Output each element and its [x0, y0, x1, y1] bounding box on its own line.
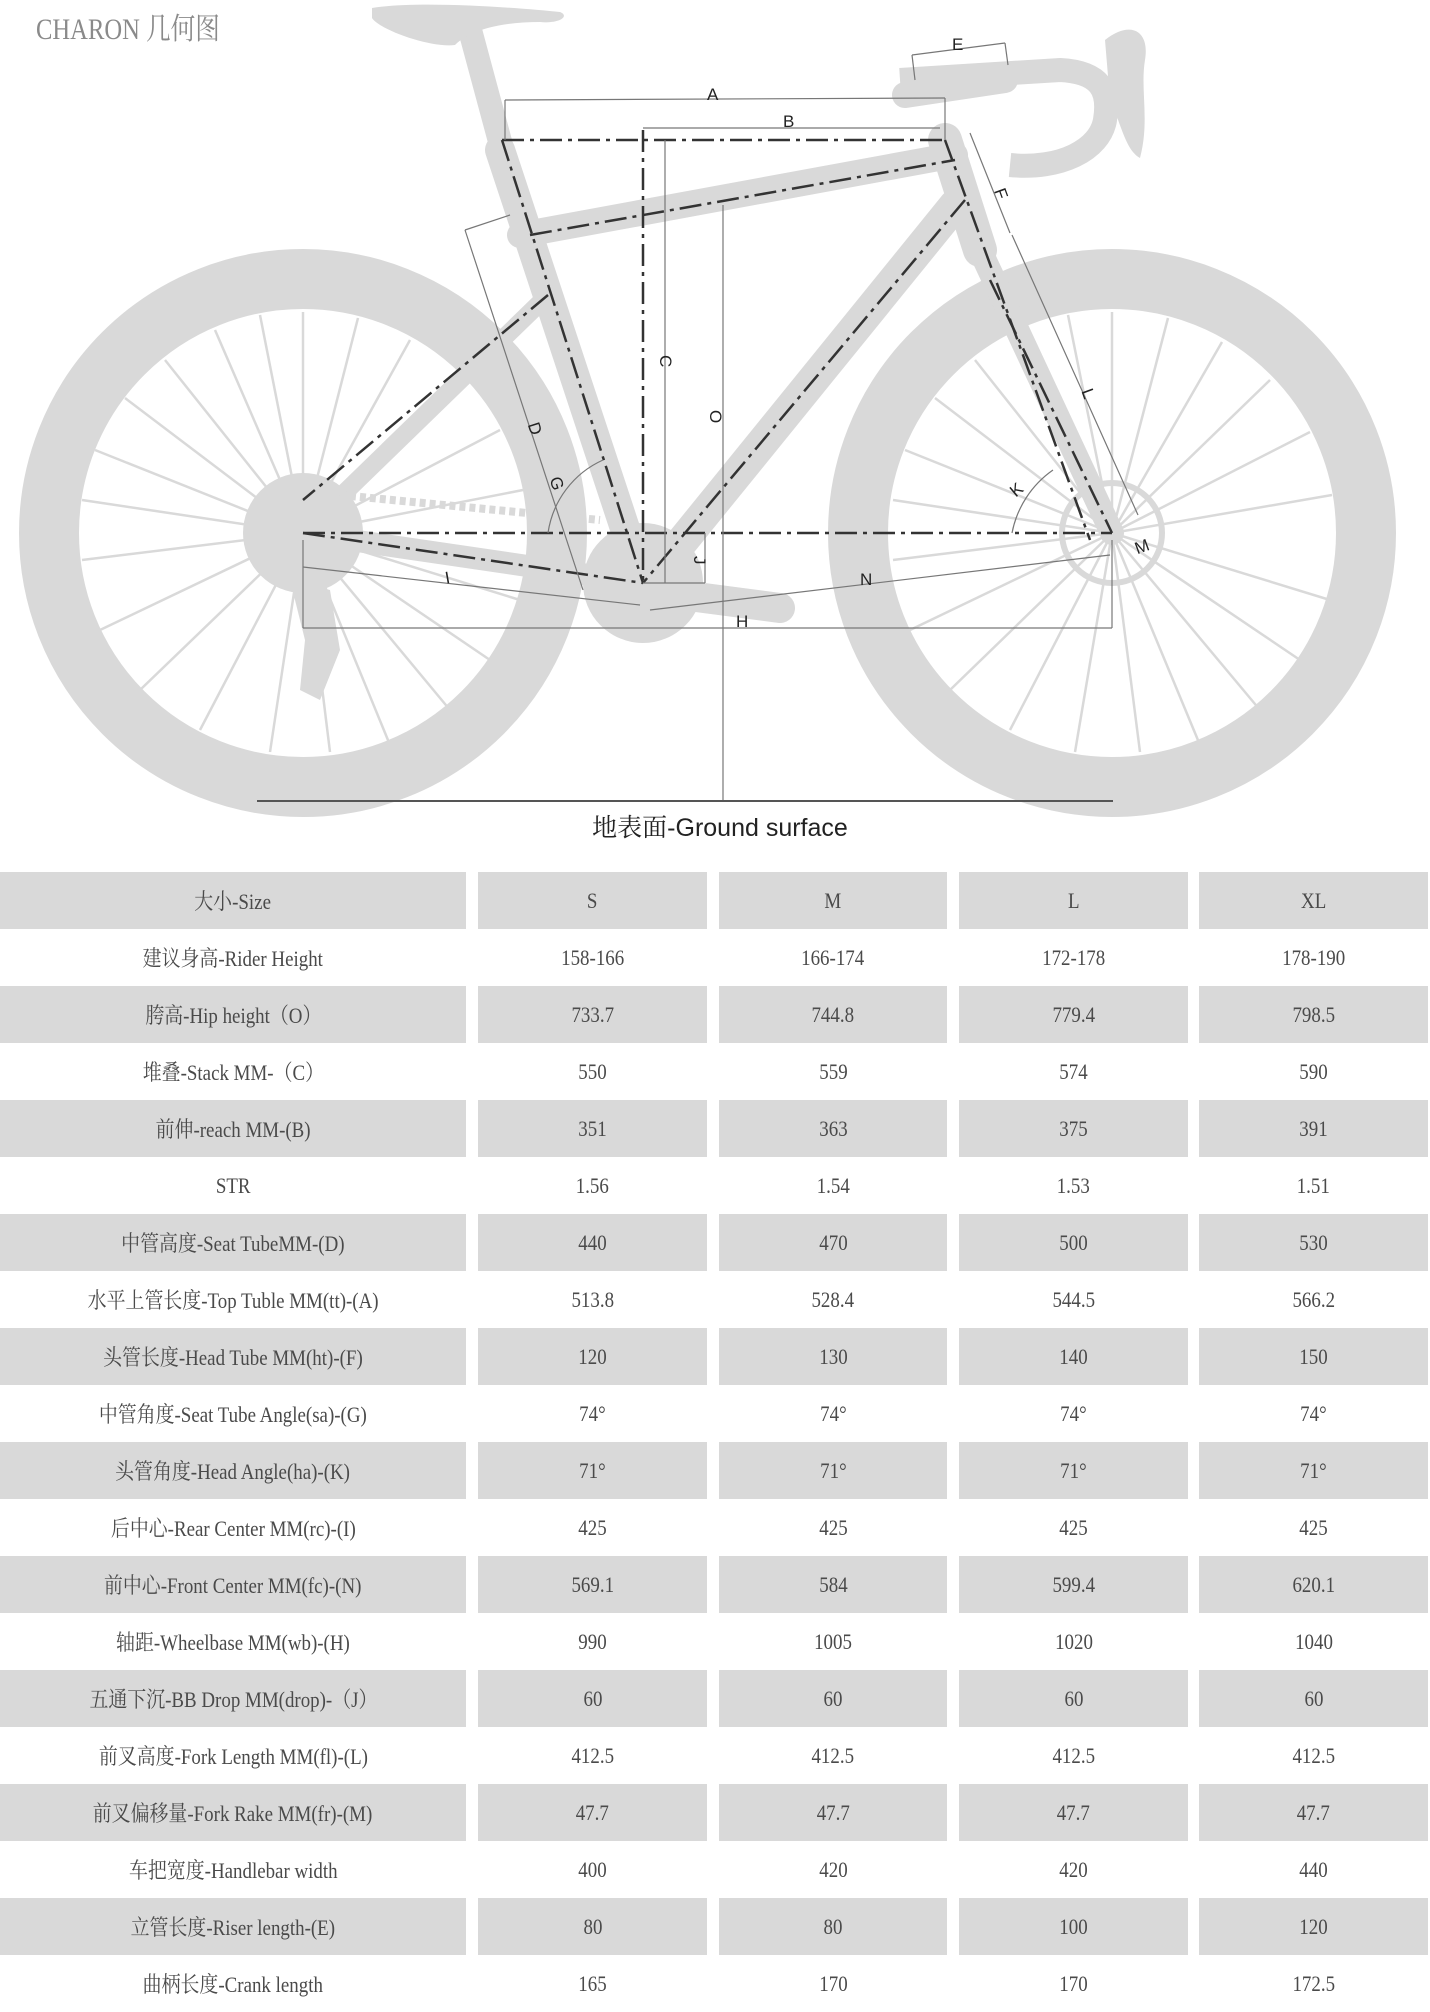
- label-j: J: [690, 556, 709, 565]
- value-cell: [959, 929, 1188, 986]
- table-row: [0, 1271, 1430, 1328]
- cell-value: 500: [1059, 1229, 1088, 1255]
- row-label: 后中心-Rear Center MM(rc)-(I): [110, 1516, 356, 1541]
- cell-value: 1.56: [575, 1172, 610, 1198]
- cell-value: 744.8: [811, 1001, 855, 1027]
- value-cell: [478, 1841, 707, 1898]
- cell-value: 47.7: [1056, 1799, 1091, 1825]
- value-cell: [1199, 929, 1428, 986]
- table-row: [0, 1214, 1430, 1271]
- table-row: [0, 1670, 1430, 1727]
- cell-value: 420: [818, 1856, 848, 1882]
- cell-value: 412.5: [571, 1742, 614, 1768]
- value-cell: [1199, 1328, 1428, 1385]
- value-cell: [719, 1556, 947, 1613]
- geometry-lines: [257, 43, 1138, 801]
- value-cell: [1199, 1499, 1428, 1556]
- dim-d: [465, 230, 583, 590]
- value-cell: [719, 1841, 947, 1898]
- row-label-cell: [0, 1271, 466, 1328]
- value-cell: [1199, 1043, 1428, 1100]
- cell-value: 100: [1059, 1913, 1088, 1939]
- row-label: 胯高-Hip height（O）: [144, 1003, 322, 1028]
- value-cell: [1199, 1100, 1428, 1157]
- cell-value: 528.4: [811, 1286, 855, 1312]
- rear-derailleur: [290, 580, 340, 700]
- row-label-cell: [0, 1898, 466, 1955]
- cell-value: 574: [1059, 1058, 1088, 1084]
- value-cell: [719, 1328, 947, 1385]
- cell-value: 420: [1059, 1856, 1088, 1882]
- cell-value: 166-174: [801, 944, 865, 970]
- value-cell: [959, 986, 1188, 1043]
- row-label: 中管高度-Seat TubeMM-(D): [121, 1231, 345, 1256]
- value-cell: [1199, 1442, 1428, 1499]
- row-label-cell: [0, 1556, 466, 1613]
- row-label-cell: [0, 1955, 466, 2012]
- value-cell: [478, 1328, 707, 1385]
- label-o: O: [706, 410, 725, 424]
- cell-value: 590: [1299, 1058, 1328, 1084]
- table-row: [0, 1328, 1430, 1385]
- table-row: [0, 1043, 1430, 1100]
- size-label: M: [824, 887, 842, 913]
- value-cell: [959, 1499, 1188, 1556]
- value-cell: [1199, 1157, 1428, 1214]
- table-row: [0, 1613, 1430, 1670]
- row-label: 头管角度-Head Angle(ha)-(K): [115, 1459, 351, 1484]
- value-cell: [719, 1784, 947, 1841]
- cell-value: 170: [818, 1970, 848, 1996]
- row-label-cell: [0, 1328, 466, 1385]
- cell-value: 566.2: [1292, 1286, 1335, 1312]
- size-label: L: [1067, 887, 1080, 913]
- value-cell: [1199, 1898, 1428, 1955]
- value-cell: [959, 1784, 1188, 1841]
- cell-value: 440: [578, 1229, 607, 1255]
- cell-value: 172-178: [1041, 944, 1106, 970]
- cell-value: 375: [1059, 1115, 1088, 1141]
- row-label-cell: [0, 1499, 466, 1556]
- value-cell: [1199, 1613, 1428, 1670]
- table-row: [0, 1100, 1430, 1157]
- label-g: G: [545, 474, 568, 493]
- value-cell: [478, 1955, 707, 2012]
- cell-value: 80: [583, 1913, 602, 1939]
- cell-value: 60: [1304, 1685, 1323, 1711]
- table-row: [0, 1499, 1430, 1556]
- cell-value: 71°: [819, 1457, 847, 1483]
- header-label: 大小-Size: [194, 889, 272, 914]
- label-k: K: [1006, 478, 1027, 501]
- row-label: 头管长度-Head Tube MM(ht)-(F): [103, 1345, 363, 1370]
- value-cell: [478, 1898, 707, 1955]
- row-label: 立管长度-Riser length-(E): [130, 1915, 336, 1940]
- header-size-m: [719, 872, 947, 929]
- cell-value: 120: [1299, 1913, 1328, 1939]
- cell-value: 425: [818, 1514, 848, 1540]
- cell-value: 60: [1064, 1685, 1083, 1711]
- cell-value: 1020: [1054, 1628, 1093, 1654]
- row-label-cell: [0, 1043, 466, 1100]
- cell-value: 599.4: [1052, 1571, 1095, 1597]
- row-label: 前叉偏移量-Fork Rake MM(fr)-(M): [93, 1801, 373, 1826]
- value-cell: [478, 1214, 707, 1271]
- row-label-cell: [0, 929, 466, 986]
- value-cell: [959, 1214, 1188, 1271]
- value-cell: [478, 1100, 707, 1157]
- value-cell: [959, 1442, 1188, 1499]
- cell-value: 140: [1059, 1343, 1088, 1369]
- value-cell: [959, 1727, 1188, 1784]
- label-h: H: [736, 612, 749, 631]
- row-label: 前叉高度-Fork Length MM(fl)-(L): [98, 1744, 368, 1769]
- value-cell: [719, 1613, 947, 1670]
- cell-value: 400: [578, 1856, 607, 1882]
- row-label-cell: [0, 1784, 466, 1841]
- value-cell: [1199, 1271, 1428, 1328]
- value-cell: [478, 986, 707, 1043]
- value-cell: [719, 1043, 947, 1100]
- dim-a: [505, 98, 945, 100]
- value-cell: [719, 1898, 947, 1955]
- cell-value: 74°: [579, 1400, 606, 1426]
- seat-post: [470, 30, 505, 160]
- header-size-s: [478, 872, 707, 929]
- value-cell: [959, 1328, 1188, 1385]
- value-cell: [478, 1385, 707, 1442]
- cell-value: 440: [1299, 1856, 1328, 1882]
- size-label: S: [587, 887, 598, 913]
- value-cell: [959, 1385, 1188, 1442]
- row-label: 中管角度-Seat Tube Angle(sa)-(G): [98, 1402, 367, 1427]
- value-cell: [719, 1499, 947, 1556]
- bike-silhouette: [49, 5, 1366, 787]
- row-label-cell: [0, 1841, 466, 1898]
- cell-value: 733.7: [571, 1001, 614, 1027]
- cell-value: 165: [578, 1970, 607, 1996]
- table-row: [0, 1955, 1430, 2012]
- row-label: 轴距-Wheelbase MM(wb)-(H): [116, 1630, 350, 1655]
- row-label: 前中心-Front Center MM(fc)-(N): [104, 1573, 362, 1598]
- cell-value: 130: [818, 1343, 848, 1369]
- cell-value: 1.54: [816, 1172, 850, 1198]
- row-label: 堆叠-Stack MM-（C）: [142, 1060, 324, 1085]
- row-label-cell: [0, 1157, 466, 1214]
- bike-geometry-diagram: [0, 0, 1430, 860]
- row-label-cell: [0, 1670, 466, 1727]
- cell-value: 544.5: [1052, 1286, 1095, 1312]
- value-cell: [478, 929, 707, 986]
- label-a: A: [707, 85, 719, 104]
- table-row: [0, 1556, 1430, 1613]
- cell-value: 74°: [1060, 1400, 1087, 1426]
- table-row: [0, 1727, 1430, 1784]
- cell-value: 170: [1059, 1970, 1088, 1996]
- brake-hood: [1105, 30, 1146, 158]
- table-row: [0, 1442, 1430, 1499]
- value-cell: [478, 1670, 707, 1727]
- value-cell: [719, 1100, 947, 1157]
- table-row: [0, 1841, 1430, 1898]
- value-cell: [478, 1556, 707, 1613]
- cell-value: 620.1: [1292, 1571, 1335, 1597]
- cell-value: 71°: [1060, 1457, 1087, 1483]
- cell-value: 47.7: [575, 1799, 610, 1825]
- cell-value: 47.7: [1296, 1799, 1331, 1825]
- label-i: I: [443, 568, 452, 588]
- row-label: STR: [215, 1172, 251, 1198]
- cell-value: 530: [1299, 1229, 1328, 1255]
- cell-value: 1.53: [1056, 1172, 1091, 1198]
- value-cell: [1199, 1784, 1428, 1841]
- cell-value: 158-166: [560, 944, 625, 970]
- size-label: XL: [1300, 887, 1327, 913]
- value-cell: [719, 1157, 947, 1214]
- value-cell: [959, 1556, 1188, 1613]
- value-cell: [478, 1442, 707, 1499]
- value-cell: [1199, 1727, 1428, 1784]
- value-cell: [478, 1499, 707, 1556]
- value-cell: [1199, 1214, 1428, 1271]
- cell-value: 391: [1299, 1115, 1328, 1141]
- label-c: C: [656, 355, 675, 368]
- row-label: 五通下沉-BB Drop MM(drop)-（J）: [88, 1687, 377, 1712]
- value-cell: [959, 1670, 1188, 1727]
- label-d: D: [523, 419, 546, 438]
- cell-value: 584: [818, 1571, 848, 1597]
- value-cell: [719, 1955, 947, 2012]
- value-cell: [959, 1898, 1188, 1955]
- row-label: 水平上管长度-Top Tuble MM(tt)-(A): [87, 1288, 379, 1313]
- cell-value: 779.4: [1052, 1001, 1095, 1027]
- header-label-cell: [0, 872, 466, 929]
- value-cell: [719, 1385, 947, 1442]
- cell-value: 150: [1299, 1343, 1328, 1369]
- value-cell: [1199, 1670, 1428, 1727]
- cell-value: 1040: [1294, 1628, 1333, 1654]
- row-label: 曲柄长度-Crank length: [142, 1972, 324, 1997]
- value-cell: [959, 1100, 1188, 1157]
- table-row: [0, 1157, 1430, 1214]
- value-cell: [959, 1271, 1188, 1328]
- cell-value: 798.5: [1292, 1001, 1335, 1027]
- value-cell: [719, 1271, 947, 1328]
- row-label-cell: [0, 1100, 466, 1157]
- cell-value: 425: [578, 1514, 607, 1540]
- label-f: F: [990, 185, 1012, 202]
- cell-value: 74°: [819, 1400, 847, 1426]
- value-cell: [959, 1613, 1188, 1670]
- value-cell: [478, 1727, 707, 1784]
- table-row: [0, 986, 1430, 1043]
- value-cell: [719, 1214, 947, 1271]
- value-cell: [1199, 1556, 1428, 1613]
- value-cell: [1199, 1841, 1428, 1898]
- label-m: M: [1132, 535, 1152, 559]
- cell-value: 550: [578, 1058, 607, 1084]
- cell-value: 71°: [1300, 1457, 1327, 1483]
- value-cell: [1199, 1385, 1428, 1442]
- table-row: [0, 1898, 1430, 1955]
- value-cell: [959, 1955, 1188, 2012]
- header-size-xl: [1199, 872, 1428, 929]
- cell-value: 172.5: [1292, 1970, 1335, 1996]
- cell-value: 60: [583, 1685, 602, 1711]
- table-row: [0, 1784, 1430, 1841]
- value-cell: [1199, 986, 1428, 1043]
- cell-value: 513.8: [571, 1286, 614, 1312]
- cell-value: 425: [1059, 1514, 1088, 1540]
- value-cell: [719, 1727, 947, 1784]
- row-label-cell: [0, 1214, 466, 1271]
- value-cell: [478, 1784, 707, 1841]
- cell-value: 71°: [579, 1457, 606, 1483]
- cell-value: 351: [578, 1115, 607, 1141]
- cell-value: 412.5: [811, 1742, 855, 1768]
- table-row: [0, 1385, 1430, 1442]
- value-cell: [478, 1043, 707, 1100]
- row-label-cell: [0, 1385, 466, 1442]
- value-cell: [1199, 1955, 1428, 2012]
- row-label: 车把宽度-Handlebar width: [128, 1858, 338, 1883]
- table-row: [0, 929, 1430, 986]
- table-header-row: [0, 872, 1430, 929]
- page-title: CHARON 几何图: [36, 13, 220, 46]
- cell-value: 559: [818, 1058, 848, 1084]
- cell-value: 80: [823, 1913, 843, 1939]
- value-cell: [478, 1157, 707, 1214]
- header-size-l: [959, 872, 1188, 929]
- cell-value: 74°: [1300, 1400, 1327, 1426]
- value-cell: [719, 1670, 947, 1727]
- cell-value: 569.1: [571, 1571, 614, 1597]
- row-label-cell: [0, 1442, 466, 1499]
- value-cell: [959, 1157, 1188, 1214]
- cell-value: 1.51: [1296, 1172, 1331, 1198]
- row-label: 建议身高-Rider Height: [142, 946, 324, 971]
- row-label-cell: [0, 986, 466, 1043]
- cell-value: 412.5: [1292, 1742, 1335, 1768]
- value-cell: [959, 1841, 1188, 1898]
- cell-value: 178-190: [1281, 944, 1346, 970]
- ground-surface-label: 地表面-Ground surface: [592, 814, 848, 842]
- value-cell: [478, 1271, 707, 1328]
- cell-value: 47.7: [816, 1799, 850, 1825]
- cell-value: 120: [578, 1343, 607, 1369]
- value-cell: [478, 1613, 707, 1670]
- label-e: E: [952, 35, 964, 54]
- value-cell: [719, 1442, 947, 1499]
- cell-value: 1005: [814, 1628, 852, 1654]
- value-cell: [719, 986, 947, 1043]
- cell-value: 363: [818, 1115, 848, 1141]
- label-l: L: [1077, 385, 1099, 402]
- cell-value: 60: [823, 1685, 843, 1711]
- label-n: N: [860, 570, 873, 589]
- cell-value: 425: [1299, 1514, 1328, 1540]
- label-b: B: [783, 112, 795, 131]
- row-label: 前伸-reach MM-(B): [155, 1117, 311, 1142]
- cell-value: 990: [578, 1628, 607, 1654]
- row-label-cell: [0, 1613, 466, 1670]
- value-cell: [719, 929, 947, 986]
- cell-value: 470: [818, 1229, 848, 1255]
- row-label-cell: [0, 1727, 466, 1784]
- value-cell: [959, 1043, 1188, 1100]
- cell-value: 412.5: [1052, 1742, 1095, 1768]
- top-tube: [520, 155, 955, 235]
